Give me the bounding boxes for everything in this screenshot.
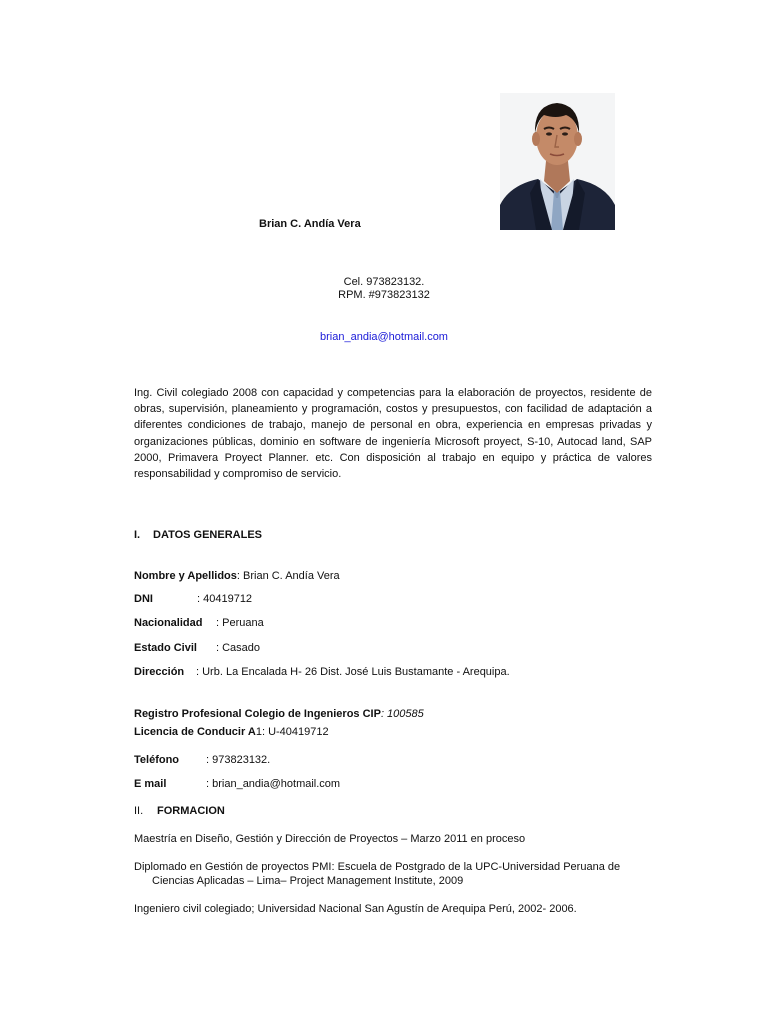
- row-nacionalidad: [134, 617, 264, 629]
- rpm-number: RPM. #973823132: [338, 289, 430, 301]
- row-direccion: [134, 666, 510, 678]
- licencia-label: Licencia de Conducir A: [134, 726, 256, 738]
- section-datos-generales-heading: [134, 529, 262, 541]
- nacionalidad-label: Nacionalidad: [134, 617, 203, 629]
- formacion-item-ingeniero: Ingeniero civil colegiado; Universidad Nacional San Agustín de Arequipa Perú, 2002- 2006.: [134, 903, 577, 915]
- section-title: FORMACION: [157, 805, 225, 817]
- formacion-item-diplomado-cont: Ciencias Aplicadas – Lima– Project Management Institute, 2009: [152, 875, 464, 887]
- row-estado-civil: [134, 642, 261, 654]
- email-value: : brian_andia@hotmail.com: [206, 778, 341, 790]
- formacion-item-maestria: Maestría en Diseño, Gestión y Dirección de Proyectos – Marzo 2011 en proceso: [134, 833, 526, 845]
- profile-photo: [500, 93, 615, 230]
- section-number: I.: [134, 529, 141, 541]
- row-telefono: [134, 754, 271, 766]
- dni-value: : 40419712: [197, 593, 253, 605]
- row-nombre: [134, 570, 340, 582]
- email-label: E mail: [134, 778, 167, 790]
- dni-label: DNI: [134, 593, 153, 605]
- cell-phone: Cel. 973823132.: [343, 276, 425, 288]
- formacion-item-diplomado: Diplomado en Gestión de proyectos PMI: Escuela de Postgrado de la UPC-Universidad Peruana de: [134, 861, 621, 873]
- registro-label: Registro Profesional Colegio de Ingenieros CIP: [134, 708, 381, 720]
- candidate-name: Brian C. Andía Vera: [259, 218, 361, 230]
- licencia-value: 1: U-40419712: [255, 726, 329, 738]
- estado-value: : Casado: [216, 642, 261, 654]
- row-email: [134, 778, 341, 790]
- section-title: DATOS GENERALES: [153, 529, 262, 541]
- direccion-value: : Urb. La Encalada H- 26 Dist. José Luis Bustamante - Arequipa.: [196, 666, 510, 678]
- row-licencia: [134, 726, 329, 738]
- registro-value: : 100585: [380, 708, 424, 720]
- email-link[interactable]: brian_andia@hotmail.com: [320, 331, 448, 343]
- nombre-value: : Brian C. Andía Vera: [236, 570, 340, 582]
- nombre-label: Nombre y Apellidos: [134, 570, 237, 582]
- telefono-label: Teléfono: [134, 754, 180, 766]
- direccion-label: Dirección: [134, 666, 185, 678]
- row-dni: [134, 593, 253, 605]
- row-registro: [134, 708, 424, 720]
- nacionalidad-value: : Peruana: [216, 617, 264, 629]
- section-formacion-heading: [134, 805, 225, 817]
- profile-summary: Ing. Civil colegiado 2008 con capacidad y competencias para la elaboración de proyectos, residente de obras, supervisión, planeamiento y programación, costos y presupuestos, con facilidad de adaptación a diferentes condiciones de trabajo, manejo de personal en obra, experiencia en empresas privadas y organizaciones públicas, dominio en software de ingeniería Microsoft proyect, S-10, Autocad land, SAP 2000, Primavera Proyect Planner. etc. Con disposición al trabajo en equipo y práctica de valores responsabilidad y compromiso de servicio.: [134, 387, 652, 481]
- section-number: II.: [134, 805, 144, 817]
- telefono-value: : 973823132.: [206, 754, 271, 766]
- estado-label: Estado Civil: [134, 642, 197, 654]
